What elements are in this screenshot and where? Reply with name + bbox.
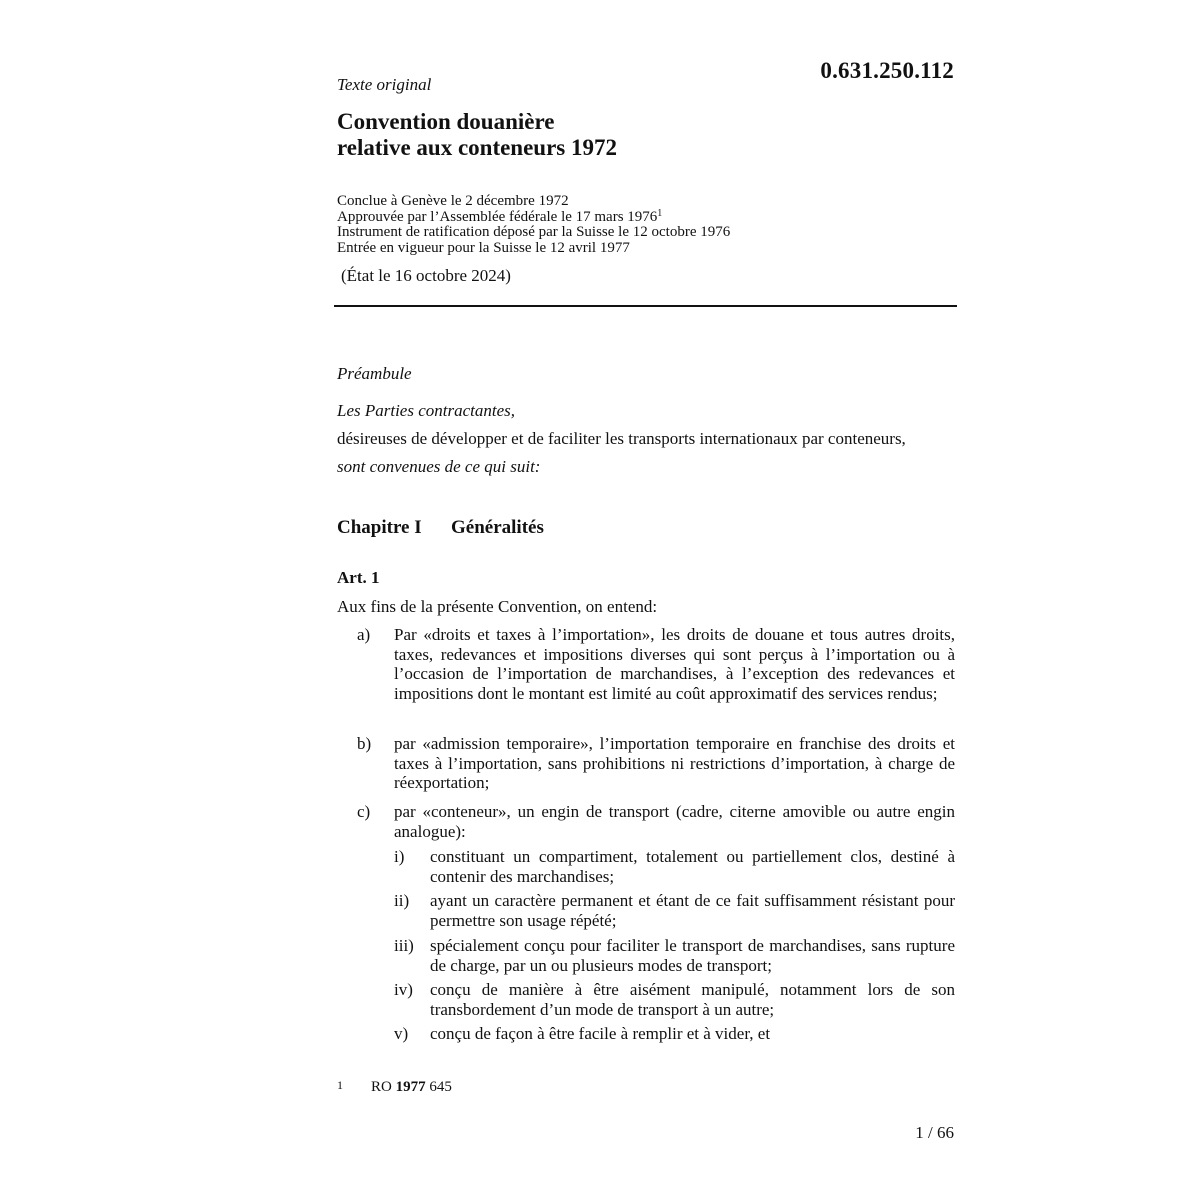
preamble-parties: Les Parties contractantes, — [337, 401, 516, 420]
chapter-title: Généralités — [451, 517, 544, 538]
chapter-heading — [337, 517, 544, 539]
meta-concluded: Conclue à Genève le 2 décembre 1972 — [337, 193, 569, 209]
preamble-desire: désireuses de développer et de faciliter les transports internationaux par conteneurs, — [337, 429, 906, 448]
footnote-text — [371, 1079, 452, 1096]
sub-list-item-text: constituant un compartiment, totalement ou partiellement clos, destiné à contenir des marchandises; — [430, 847, 955, 886]
list-item-text: Par «droits et taxes à l’importation», les droits de douane et tous autres droits, taxes, redevances et impositions diverses qui sont perçus à l’importation ou à l’occasion de l’importation de marchandises, à l’exception des redevances et impositions dont le montant est limité au coût approximatif des services rendus; — [394, 625, 955, 703]
sub-list-item-text: conçu de manière à être aisément manipulé, notamment lors de son transbordement d’un mode de transport à un autre; — [430, 980, 955, 1019]
sub-list-item-marker: iv) — [394, 980, 413, 999]
metadata-block — [337, 194, 730, 256]
title-line-1: Convention douanière — [337, 109, 555, 134]
chapter-number: Chapitre I — [337, 517, 422, 538]
list-item-text: par «admission temporaire», l’importation temporaire en franchise des droits et taxes à l’importation, sans prohibitions ni restrictions d’importation, à charge de réexportation; — [394, 734, 955, 792]
sub-list-item-text: spécialement conçu pour faciliter le transport de marchandises, sans rupture de charge, par un ou plusieurs modes de transport; — [430, 936, 955, 975]
header-divider — [334, 305, 957, 307]
list-item-marker: c) — [357, 802, 371, 821]
original-text-label: Texte original — [337, 75, 432, 94]
meta-ratification: Instrument de ratification déposé par la Suisse le 12 octobre 1976 — [337, 224, 731, 240]
meta-entry-into-force: Entrée en vigueur pour la Suisse le 12 avril 1977 — [337, 239, 630, 256]
preamble-heading: Préambule — [337, 364, 412, 383]
footnote-ref[interactable]: 1 — [657, 207, 663, 219]
status-date: (État le 16 octobre 2024) — [341, 266, 511, 285]
sub-list-item-marker: iii) — [394, 936, 414, 955]
sub-list-item-marker: i) — [394, 847, 405, 866]
sr-number: 0.631.250.112 — [820, 58, 954, 83]
footnote-page: 645 — [429, 1079, 452, 1095]
list-item-marker: a) — [357, 625, 371, 644]
sub-list-item-marker: v) — [394, 1024, 409, 1043]
preamble-agreement: sont convenues de ce qui suit: — [337, 457, 541, 476]
footnote-number: 1 — [337, 1078, 343, 1092]
sub-list-item-text: ayant un caractère permanent et étant de ce fait suffisamment résistant pour permettre son usage répété; — [430, 891, 955, 930]
article-heading: Art. 1 — [337, 568, 380, 587]
document-title — [337, 109, 617, 161]
page-number: 1 / 66 — [915, 1123, 954, 1142]
sub-list-item-marker: ii) — [394, 891, 410, 910]
footnote-prefix: RO — [371, 1079, 392, 1095]
article-intro: Aux fins de la présente Convention, on entend: — [337, 597, 658, 616]
sub-list-item-text: conçu de façon à être facile à remplir et à vider, et — [430, 1024, 771, 1043]
meta-approved: Approuvée par l’Assemblée fédérale le 17 mars 1976$^1$ — [337, 207, 663, 225]
title-line-2: relative aux conteneurs 1972 — [337, 135, 618, 160]
list-item-marker: b) — [357, 734, 372, 753]
footnote-year: 1977 — [395, 1079, 426, 1095]
list-item-text: par «conteneur», un engin de transport (cadre, citerne amovible ou autre engin analogue): — [394, 802, 955, 841]
